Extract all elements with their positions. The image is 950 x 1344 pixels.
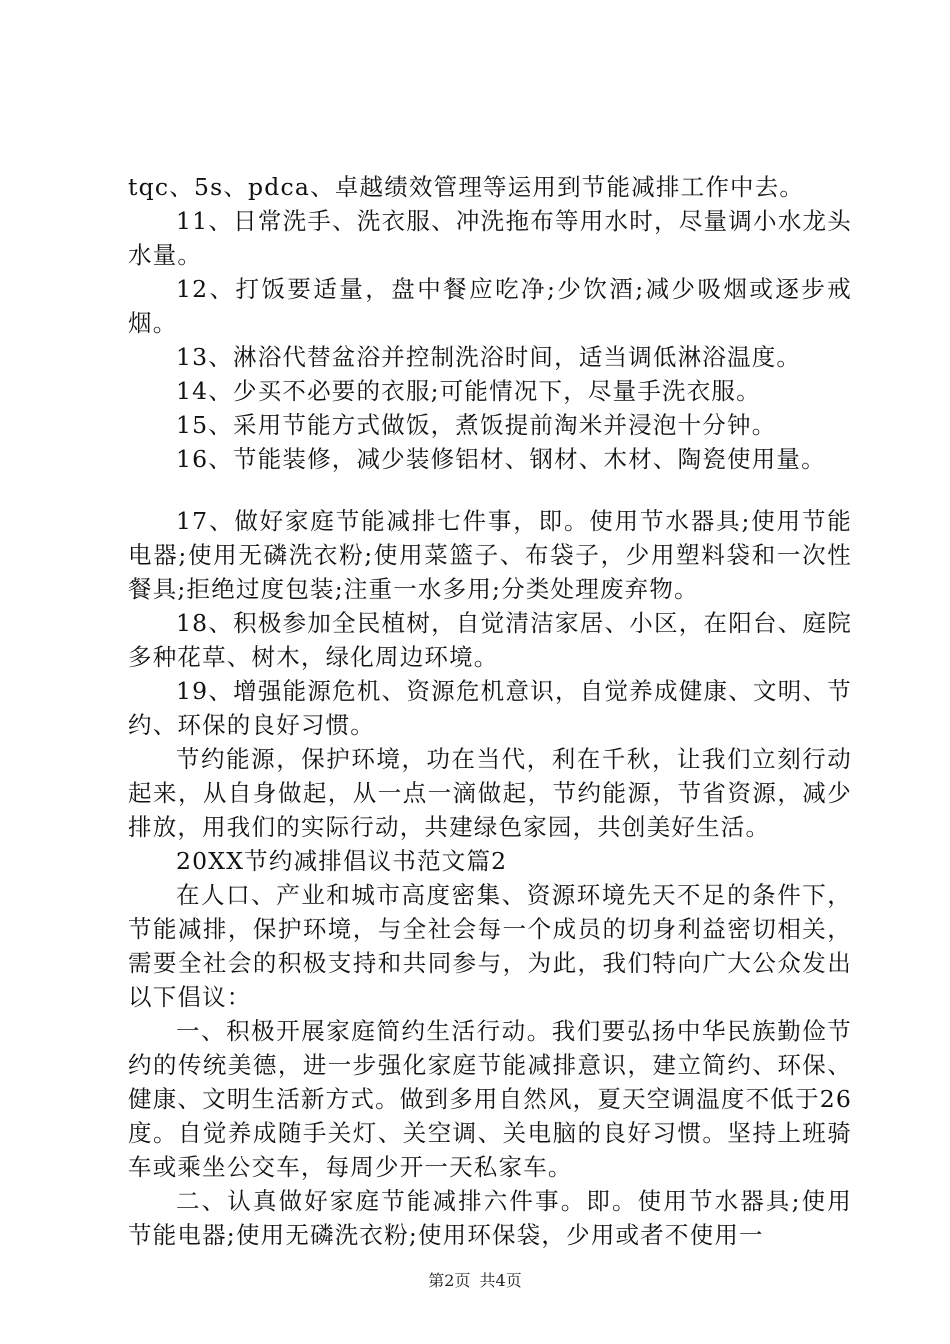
paragraph: 19、增强能源危机、资源危机意识，自觉养成健康、文明、节约、环保的良好习惯。 <box>128 677 852 739</box>
paragraph: 18、积极参加全民植树，自觉清洁家居、小区，在阳台、庭院多种花草、树木，绿化周边环境。 <box>128 609 852 671</box>
paragraph: 一、积极开展家庭简约生活行动。我们要弘扬中华民族勤俭节约的传统美德，进一步强化家庭节能减排意识，建立简约、环保、健康、文明生活新方式。做到多用自然风，夏天空调温度不低于26度。自觉养成随手关灯、关空调、关电脑的良好习惯。坚持上班骑车或乘坐公交车，每周少开一天私家车。 <box>128 1017 852 1181</box>
page-footer <box>0 1271 950 1291</box>
document-body <box>128 170 852 1252</box>
paragraph: 15、采用节能方式做饭，煮饭提前淘米并浸泡十分钟。 <box>176 411 777 439</box>
paragraph: 17、做好家庭节能减排七件事，即。使用节水器具;使用节能电器;使用无磷洗衣粉;使用菜篮子、布袋子，少用塑料袋和一次性餐具;拒绝过度包装;注重一水多用;分类处理废弃物。 <box>128 507 852 603</box>
paragraph: 12、打饭要适量，盘中餐应吃净;少饮酒;减少吸烟或逐步戒烟。 <box>128 275 852 337</box>
paragraph: 节约能源，保护环境，功在当代，利在千秋，让我们立刻行动起来，从自身做起，从一点一滴做起，节约能源，节省资源，减少排放，用我们的实际行动，共建绿色家园，共创美好生活。 <box>128 745 852 841</box>
paragraph: 在人口、产业和城市高度密集、资源环境先天不足的条件下，节能减排，保护环境，与全社会每一个成员的切身利益密切相关，需要全社会的积极支持和共同参与，为此，我们特向广大公众发出以下倡议： <box>128 881 852 1011</box>
paragraph: 13、淋浴代替盆浴并控制洗浴时间，适当调低淋浴温度。 <box>176 343 802 371</box>
paragraph: 11、日常洗手、洗衣服、冲洗拖布等用水时，尽量调小水龙头水量。 <box>128 207 852 269</box>
paragraph: 二、认真做好家庭节能减排六件事。即。使用节水器具;使用节能电器;使用无磷洗衣粉;使用环保袋，少用或者不使用一 <box>128 1187 852 1249</box>
section-heading: 20XX节约减排倡议书范文篇2 <box>176 847 508 875</box>
page-total: 共4页 <box>479 1271 522 1290</box>
paragraph: 16、节能装修，减少装修铝材、钢材、木材、陶瓷使用量。 <box>176 445 826 473</box>
paragraph: tqc、5s、pdca、卓越绩效管理等运用到节能减排工作中去。 <box>128 173 805 201</box>
paragraph: 14、少买不必要的衣服;可能情况下，尽量手洗衣服。 <box>176 377 761 405</box>
page-number: 第2页 <box>428 1271 471 1290</box>
